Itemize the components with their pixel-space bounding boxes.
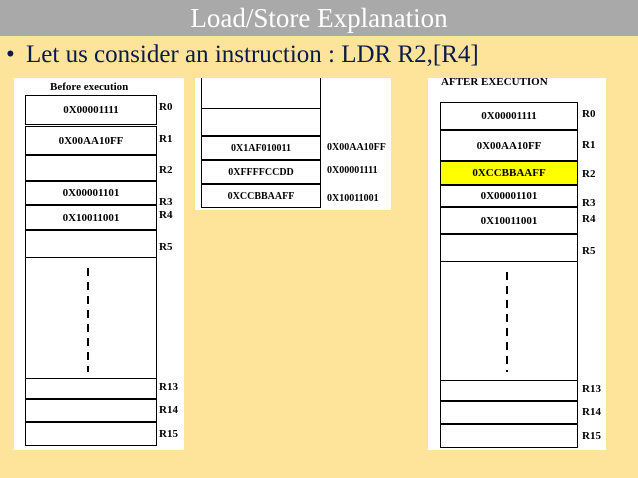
after-register-r1-cell: 0X00AA10FF [440,130,578,161]
memory-data-row-1: 0X1AF010011 [201,136,321,160]
after-label-r5: R5 [582,245,596,257]
before-label-r15: R15 [159,428,178,440]
before-label-r4: R4 [159,209,173,221]
after-label-r14: R14 [582,406,601,418]
before-label-r2: R2 [159,164,173,176]
after-label-r4: R4 [582,213,596,225]
bullet-symbol: • [6,41,15,68]
after-label-r1: R1 [582,139,596,151]
memory-empty-row [201,108,321,136]
before-register-r0-cell: 0X00001111 [25,95,157,125]
before-label-r5: R5 [159,241,173,253]
after-ellipsis-dashes [506,272,508,372]
slide-title: Load/Store Explanation [190,3,448,33]
after-register-r5-cell [440,234,578,262]
before-execution-label: Before execution [50,81,129,93]
before-label-r13: R13 [159,381,178,393]
before-label-r3: R3 [159,196,173,208]
after-register-r4-cell: 0X10011001 [440,207,578,234]
bullet-line [6,40,479,70]
before-register-r3-cell: 0X00001101 [25,181,157,205]
before-label-r14: R14 [159,404,178,416]
before-register-r2-cell [25,155,157,181]
after-label-r13: R13 [582,383,601,395]
memory-address-2: 0X00001111 [327,165,378,176]
after-stack-right-border [577,262,578,380]
after-register-r0-cell: 0X00001111 [440,102,578,130]
before-register-r4-cell: 0X10011001 [25,205,157,230]
after-label-r3: R3 [582,197,596,209]
after-label-r0: R0 [582,108,596,120]
before-label-r0: R0 [159,101,173,113]
after-register-r14-cell [440,401,578,424]
bullet-text: Let us consider an instruction : LDR R2,[R4] [26,41,479,68]
memory-address-3: 0X10011001 [327,193,379,204]
before-ellipsis-dashes [87,268,89,372]
after-register-r3-cell: 0X00001101 [440,185,578,207]
before-stack-right-border [156,258,157,378]
after-register-r13-cell [440,380,578,401]
before-register-r13-cell [25,378,157,399]
before-register-r5-cell [25,230,157,258]
after-label-r2: R2 [582,168,596,180]
before-label-r1: R1 [159,133,173,145]
after-execution-label: AFTER EXECUTION [441,76,548,88]
before-register-r15-cell [25,422,157,446]
memory-data-row-2: 0XFFFFCCDD [201,160,321,184]
memory-data-row-3: 0XCCBBAAFF [201,184,321,208]
before-stack-left-border [25,258,26,378]
after-register-r15-cell [440,424,578,448]
before-register-r14-cell [25,399,157,422]
after-stack-left-border [440,262,441,380]
memory-address-1: 0X00AA10FF [327,142,386,153]
after-register-r2-cell: 0XCCBBAAFF [440,161,578,185]
after-label-r15: R15 [582,430,601,442]
before-register-r1-cell: 0X00AA10FF [25,126,157,155]
